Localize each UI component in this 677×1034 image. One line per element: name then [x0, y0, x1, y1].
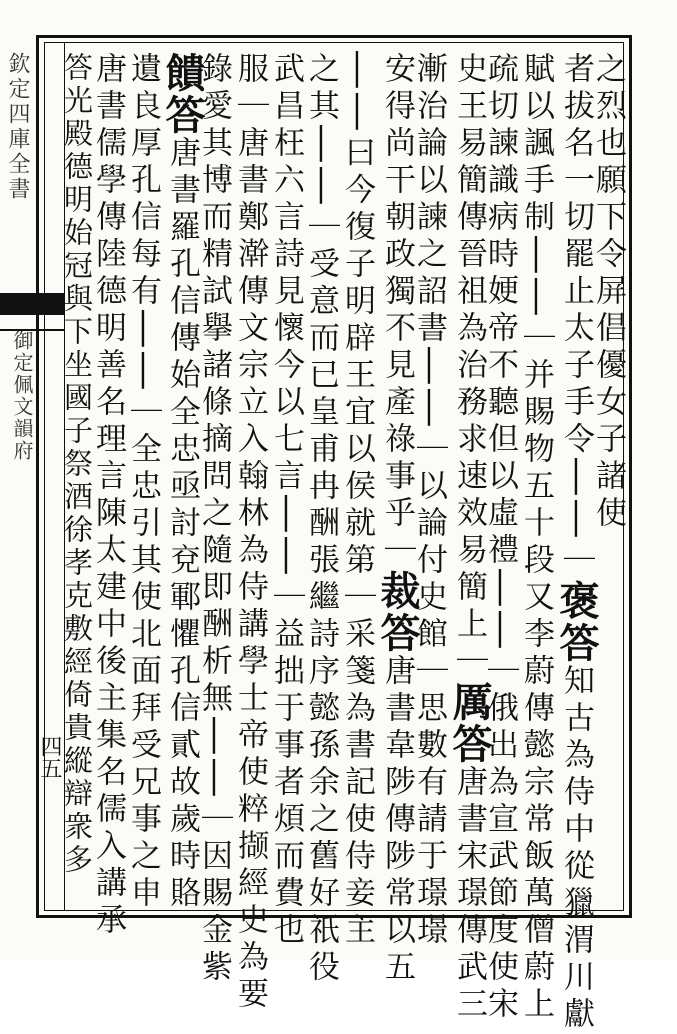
- page-number: 四五: [37, 735, 62, 779]
- text-column: 之烈也願下令屏倡優女子諸使: [590, 52, 626, 533]
- text-column: 賦以諷手制││｜并賜物五十段又李蔚傳懿宗常飯萬僧蔚上: [518, 52, 554, 1024]
- volume-title: 御定佩文韻府: [10, 330, 34, 462]
- text-column: 唐書儒學傳陸德明善名理言陳太建中後主集名儒入講承: [90, 52, 126, 940]
- text-column: 答光殿德明始冠與下坐國子祭酒徐孝克敷經倚貴縱辯衆多: [60, 52, 94, 877]
- fish-tail-mark: [0, 293, 64, 315]
- text-column: 遺良厚孔信每有││｜全忠引其使北面拜受兄事之申: [125, 52, 161, 913]
- text-column: 服｜唐書鄭澣傳文宗立入翰林為侍講學士帝使粹撷經史為要: [232, 52, 268, 1014]
- text-column: 史王易簡傳晉祖為治務求速效易簡上｜厲答唐書宋璟傳武三: [446, 52, 493, 1024]
- text-column: ││曰今復子明辟王宜以侯就第｜采箋為書記使侍妾主: [339, 52, 375, 950]
- text-column: 安得尚干朝政獨不見產祿事乎｜裁答唐書韋陟傳陟常以五: [374, 52, 421, 987]
- book-title: 欽定四庫全書: [5, 52, 30, 202]
- text-column: 疏切諫識病時㛐帝不聽但以虛禮││｜俄出為宣武節度使宋: [482, 52, 518, 1024]
- fish-tail-mark-lower: [0, 315, 64, 331]
- text-column: 者拔名一切罷止太子手令││｜褒答知古為侍中從獵渭川獻: [553, 52, 600, 1034]
- text-column: 武昌枉六言詩見懷今以七言││｜益拙于事者煩而費也: [268, 52, 304, 950]
- text-column: 之其││｜受意而已皇甫冉酬張繼詩序懿孫余之舊好祇役: [303, 52, 339, 987]
- text-column: 饋答唐書羅孔信傳始全忠亟討兗鄆懼孔信貳故歲時賂: [159, 52, 206, 913]
- text-column: 漸治論以諫之詔書││｜以論付史館｜思數有請于璟璟: [411, 52, 447, 950]
- text-column: 錄愛其博而精試擧諸條摘問之隨即酬析無││｜因賜金紫: [196, 52, 232, 987]
